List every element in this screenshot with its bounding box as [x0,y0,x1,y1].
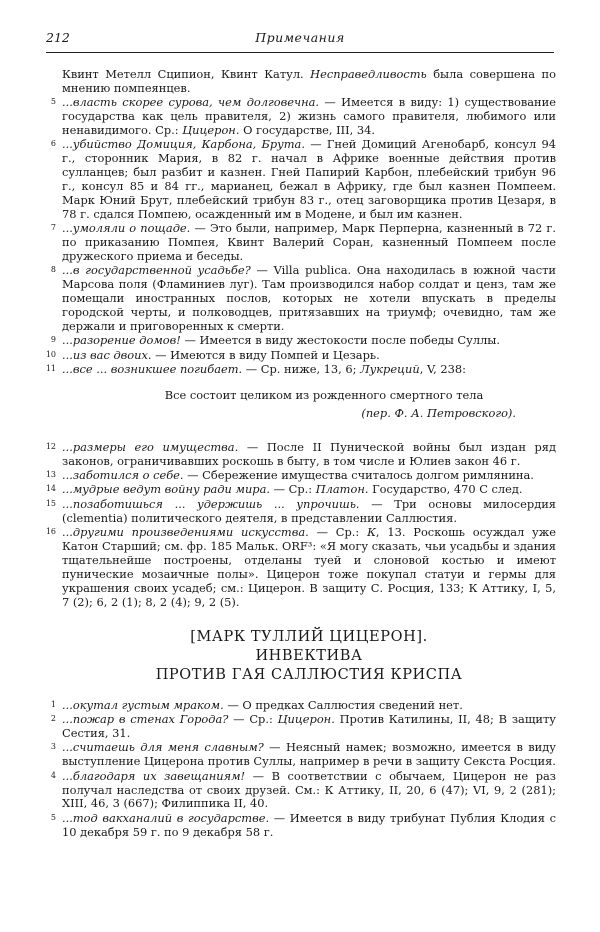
footnote-lemma: ...разорение домов! [62,333,181,348]
footnote [45,482,556,497]
footnote [45,439,556,469]
footnote [45,525,556,609]
footnote [50,810,556,840]
footnote-number: 4 [50,770,56,780]
footnote-lemma: ...мудрые ведут войну ради мира. [62,482,270,497]
footnote [50,94,556,138]
footnote-text-end: , V, 238: [419,362,466,377]
footnote-text: — Гней Домиций Агенобарб, консул 94 г., сторонник Мария, в 82 г. начал в Африке военные действия против сулланцев; был разбит и казнен. Гней Папирий Карбон, плебейский трибун 96 г., консул 85 и 84 гг., марианец, бежал в Африку, где был казнен Помпеем. Марк Юний Брут, плебейский трибун 83 г., отец заговорщика против Цезаря, в 78 г. сдался Помпею, осажденный им в Модене, и был им казнен. [62,137,556,221]
footnote-text: — Имеется в виду трибунат Публия Клодия с 10 декабря 59 г. по 9 декабря 58 г. [62,810,556,839]
footnote-lemma: ...другими произведениями искусства. [62,525,309,540]
footnote-text: — Это были, например, Марк Перперна, казненный в 72 г. по приказанию Помпея, Квинт Валерий Соран, казненный Помпеем после дружеского приема и беседы. [62,220,556,263]
section-genre: ИНВЕКТИВА [255,647,363,664]
footnote-number: 16 [45,527,56,537]
footnote-number: 2 [50,714,56,724]
footnote [50,697,556,713]
footnote-reference: Платон [315,482,365,497]
footnote [50,137,556,221]
footnote [50,263,556,334]
footnote-text: — После II Пунической войны был издан ряд законов, ограничивавших роскошь в быту, в том числе и Юлиев закон 46 г. [62,439,556,468]
footnote [45,468,556,483]
section-author: [МАРК ТУЛЛИЙ ЦИЦЕРОН]. [190,628,428,645]
footnote-lemma: ...считаешь для меня славным? [62,740,264,755]
verse-translator: (пер. Ф. А. Петровского). [361,405,516,420]
notes-list-invective [50,697,557,840]
footnote-text: — Имеется в виду: 1) существование государства как цель правителя, 2) жизнь самого правителя, любимого или ненавидимого. Ср.: [62,94,556,137]
footnote-lemma: ...умоляли о пощаде. [62,220,191,235]
footnote-number: 12 [45,441,56,451]
notes-list-sallust-continued [45,439,556,610]
footnote-text: — В соответствии с обычаем, Цицерон не раз получал наследства от своих друзей. См.: К Аттику, II, 20, 6 (47); VI, 9, 2 (281); XIII, 46, 3 (667); Филиппика II, 40. [62,768,556,811]
footnote-number: 5 [50,96,56,106]
footnote [50,333,556,348]
footnote-lemma: ...в государственной усадьбе? [62,263,251,278]
page-number: 212 [46,30,70,45]
footnote-text: — Ср.: [269,482,316,497]
footnote-number: 7 [50,222,56,232]
footnote-number: 1 [50,699,56,709]
continued-note [62,68,556,96]
footnote-lemma: ...заботился о себе. [62,468,184,483]
footnote [50,740,556,769]
footnote-reference: К [367,525,376,540]
footnote-lemma: ...благодаря их завещаниям! [62,768,246,783]
footnote-reference: Цицерон [277,712,332,727]
footnote [45,362,556,377]
footnote-lemma: ...пожар в стенах Города? [62,712,229,727]
running-title: Примечания [255,30,345,45]
notes-body [45,67,557,840]
footnote-text: — Неясный намек; возможно, имеется в виду выступление Цицерона против Суллы, например в речи в защиту Секста Росция. [62,740,556,769]
section-title: ПРОТИВ ГАЯ САЛЛЮСТИЯ КРИСПА [155,666,463,683]
footnote-lemma: ...убийство Домиция, Карбона, Брута. [62,137,305,152]
header-rule [46,52,554,53]
footnote [45,347,556,363]
footnote [50,220,556,264]
footnote-text: — Ср.: [308,525,368,540]
footnote-number: 15 [45,498,56,508]
footnote-text: — Villa publica. Она находилась в южной части Марсова поля (Фламиниев луг). Там производился набор солдат и ценз, там же помещали иностранных послов, которых не хотели впускать в пределы городской черты, и полководцев, притязавших на триумф; очевидно, там же держали и приговоренных к смерти. [62,263,556,333]
footnote-lemma: ...все ... возникшее погибает. [62,362,243,377]
footnote-text-end: . О государстве, III, 34. [235,122,375,137]
notes-list-sallust [45,94,556,377]
footnote-text: — Ср. ниже, 13, 6; [242,362,361,377]
footnote-number: 5 [50,812,56,822]
footnote-number: 8 [50,265,56,275]
footnote-number: 13 [45,470,56,480]
quoted-verse: Все состоит целиком из рожденного смертного тела [164,387,484,402]
running-header [46,30,554,48]
footnote-text-end: . Государство, 470 С след. [364,482,523,497]
footnote-lemma: ...окутал густым мраком. [62,697,224,712]
footnote-text: — О предках Саллюстия сведений нет. [223,697,463,712]
footnote-text-end: . Против Катилины, II, 48; В защиту Сестия, 31. [62,712,557,740]
footnote [50,768,556,812]
footnote-lemma: ...тод вакханалий в государстве. [62,810,270,825]
footnote-text-end: , 13. Роскошь осуждал уже Катон Старший; см. фр. 185 Мальк. ORF³: «Я могу сказать, чьи усадьбы и здания тщательнейше построены, отделаны туей и слоновой костью и имеют пунические мозаичные полы». Цицерон тоже покупал статуи и гермы для украшения своих усадеб; см.: Цицерон. В защиту С. Росция, 133; К Аттику, I, 5, 7 (2); 6, 2 (1); 8, 2 (4); 9, 2 (5). [62,525,556,609]
footnote-number: 10 [45,349,56,359]
footnote-reference: Лукреций [360,362,420,377]
footnote-lemma: ...позаботишься ... удержишь ... упрочишь. [62,496,360,511]
section-heading [62,628,556,685]
footnote-text: — Ср.: [228,712,278,727]
footnote-text: — Имеется в виду жестокости после победы Суллы. [180,333,500,348]
footnote-text: — Сбережение имущества считалось долгом римлянина. [183,468,534,483]
footnote-number: 9 [50,335,56,345]
footnote-lemma: ...власть скорее сурова, чем долговечна. [62,94,320,109]
footnote [50,712,557,741]
footnote-number: 14 [45,484,56,494]
intro-text-end: была совершена по мнению помпеянцев. [62,67,556,95]
footnote-lemma: ...размеры его имущества. [62,439,239,454]
intro-text: Квинт Метелл Сципион, Квинт Катул. [62,67,311,81]
footnote-text: — Три основы милосердия (clementia) политического деятеля, в представлении Саллюстия. [62,496,556,525]
footnote-number: 11 [45,364,56,374]
footnote-text: — Имеются в виду Помпей и Цезарь. [151,347,380,362]
footnote-number: 3 [50,742,56,752]
footnote-number: 6 [50,139,56,149]
footnote-reference: Цицерон [182,122,236,137]
footnote-lemma: ...из вас двоих. [62,347,152,362]
intro-italic: Несправедливость [310,67,427,81]
footnote [45,496,556,526]
